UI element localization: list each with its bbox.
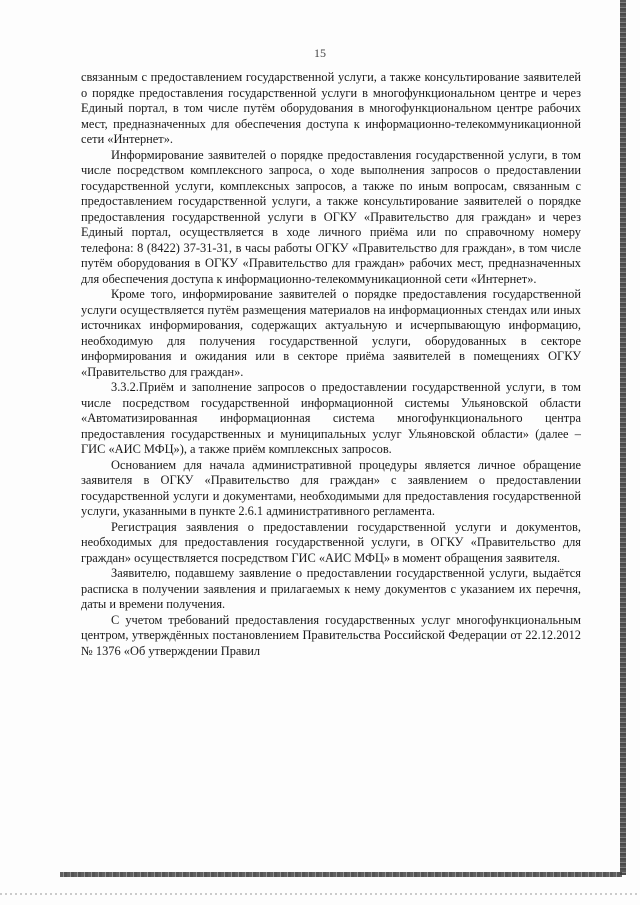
scan-edge-right [620,0,626,875]
paragraph-1: связанным с предоставлением государственной услуги, а также консультирование заявителей о порядке предоставления государственной услуги в многофункциональном центре и через Единый портал, в том числе путём оборудования в многофункциональном центре рабочих мест, предназначенных для обеспечения доступа к информационно-телекоммуникационной сети «Интернет». [81,70,581,146]
paragraph-7: Заявителю, подавшему заявление о предоставлении государственной услуги, выдаётся расписка в получении заявления и прилагаемых к нему документов с указанием их перечня, даты и времени получения. [81,566,581,611]
paragraph-5: Основанием для начала административной процедуры является личное обращение заявителя в ОГКУ «Правительство для граждан» с заявлением о предоставлении государственной услуги и документами, необходимыми для предоставления государственной услуги, указанными в пункте 2.6.1 административного регламента. [81,457,581,518]
scan-noise [0,893,640,895]
paragraph-6: Регистрация заявления о предоставлении государственной услуги и документов, необходимых для предоставления государственной услуги, в ОГКУ «Правительство для граждан» осуществляется посредством ГИС «АИС МФЦ» в момент обращения заявителя. [81,519,581,565]
paragraph-3: Кроме того, информирование заявителей о порядке предоставления государственной услуги осуществляется путём размещения материалов на информационных стендах или иных источниках информирования, содержащих актуальную и исчерпывающую информацию, необходимую для получения государственной услуги, оборудованных в секторе информирования и ожидания или в секторе приёма заявителей в помещениях ОГКУ «Правительство для граждан». [81,287,581,379]
document-body [81,70,581,659]
paragraph-2: Информирование заявителей о порядке предоставления государственной услуги, в том числе посредством комплексного запроса, о ходе выполнения запросов о предоставлении государственной услуги, комплексных запросов, а также по иным вопросам, связанным с предоставлением государственной услуги, а также консультирование заявителей о порядке предоставления государственной услуги в ОГКУ «Правительство для граждан» и через Единый портал, осуществляется в ходе личного приёма или по справочному номеру телефона: 8 (8422) 37-31-31, в часы работы ОГКУ «Правительство для граждан», в том числе путём оборудования в ОГКУ «Правительство для граждан» рабочих мест, предназначенных для обеспечения доступа к информационно-телекоммуникационной сети «Интернет». [81,147,581,286]
page-number: 15 [314,46,326,60]
paragraph-4: 3.3.2.Приём и заполнение запросов о предоставлении государственной услуги, в том числе посредством государственной информационной системы Ульяновской области «Автоматизированная информационная система многофункционального центра предоставления государственных и муниципальных услуг Ульяновской области» (далее – ГИС «АИС МФЦ»), а также приём комплексных запросов. [81,380,581,456]
scan-edge-bottom [60,872,622,877]
paragraph-8: С учетом требований предоставления государственных услуг многофункциональным центром, утверждённых постановлением Правительства Российской Федерации от 22.12.2012 № 1376 «Об утверждении Правил [81,612,581,658]
